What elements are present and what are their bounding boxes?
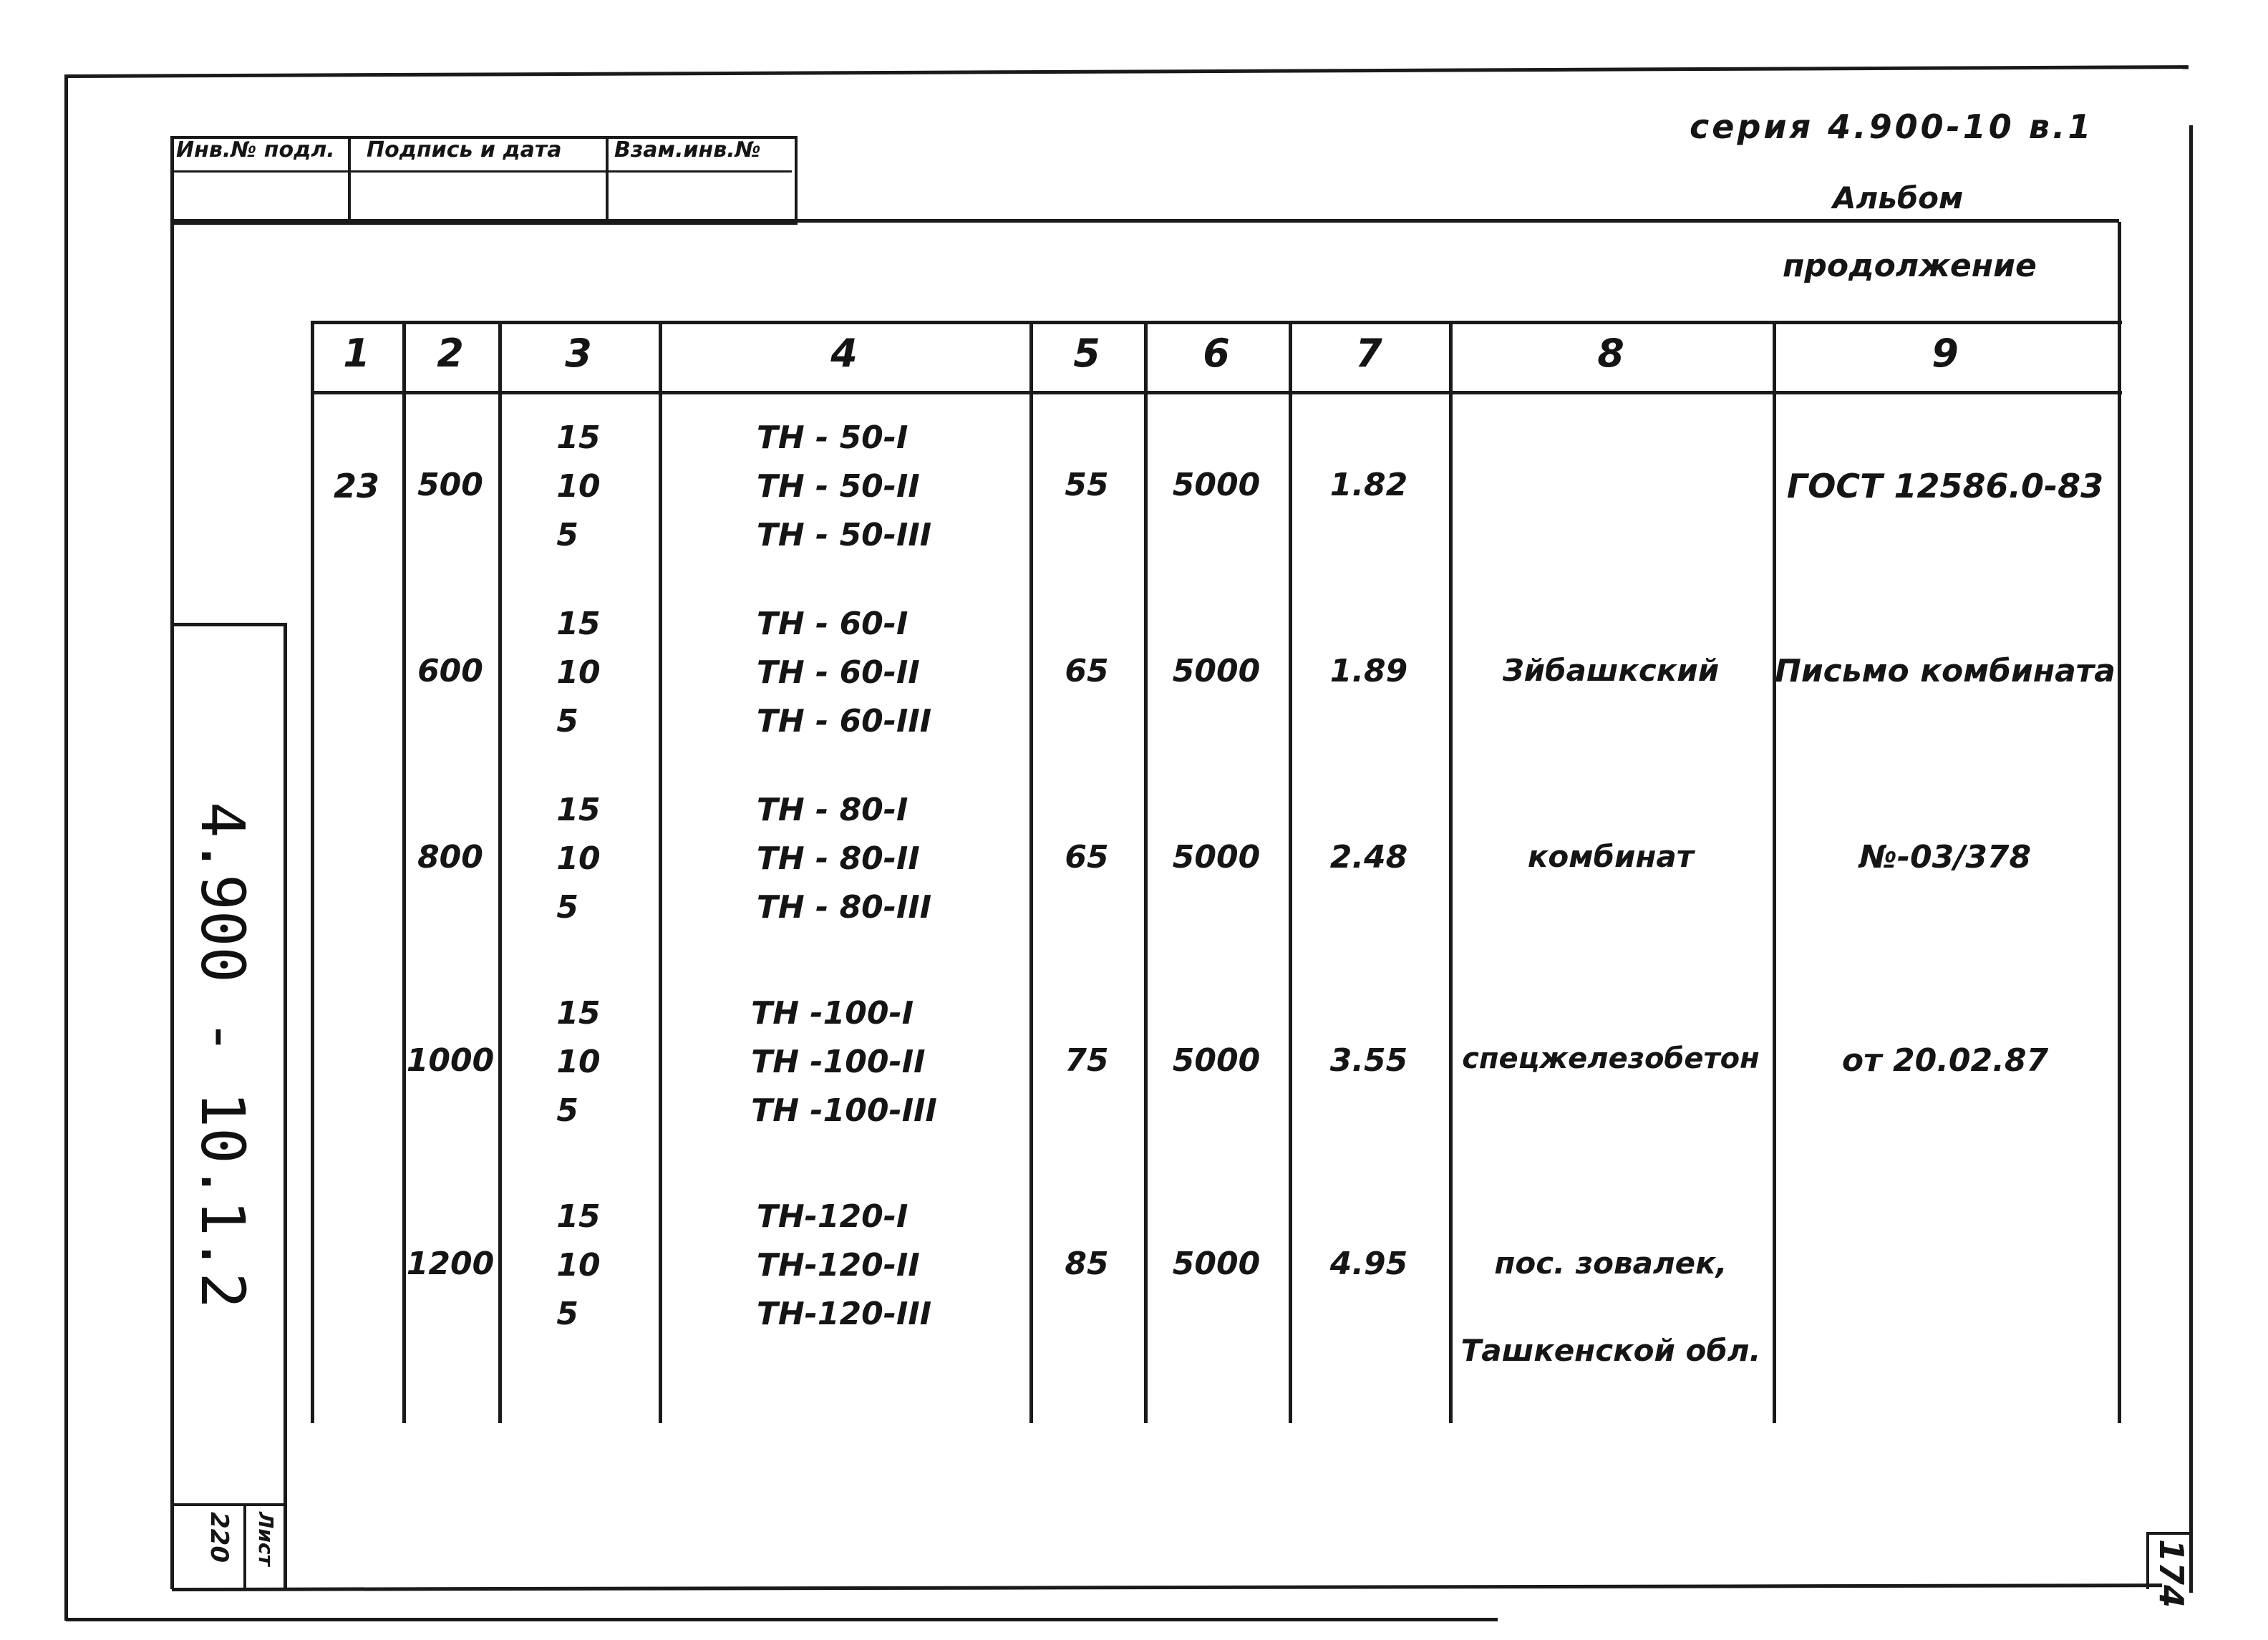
cell-col8: пос. зовалек,: [1494, 1246, 1727, 1281]
cell-col7: 1.82: [1329, 467, 1408, 503]
mark-value: ТН - 60-I: [756, 606, 908, 642]
mark-value: ТН -100-II: [751, 1044, 926, 1080]
cell-col9: №-03/378: [1858, 839, 2032, 875]
load-class-value: 15: [556, 792, 601, 828]
cell-col7: 1.89: [1329, 653, 1408, 689]
load-class-value: 10: [556, 840, 601, 877]
cell-marks: [757, 1193, 931, 1339]
frame-top-line: [66, 65, 2189, 78]
load-class-value: 15: [556, 606, 601, 642]
load-class-value: 5: [556, 889, 579, 926]
mark-value: ТН -100-I: [751, 995, 914, 1032]
table-col-line-5: [1144, 321, 1148, 1423]
cell-length: 800: [417, 839, 483, 875]
table-header-bottom-line: [311, 391, 2122, 394]
frame-left-line: [64, 74, 68, 1621]
cell-load-classes: [556, 414, 600, 560]
album-label: Альбом: [1833, 180, 1964, 215]
cell-load-classes: [556, 989, 600, 1135]
cell-col8: комбинат: [1527, 839, 1695, 874]
cell-marks: [757, 600, 931, 746]
cell-load-classes: [556, 786, 600, 932]
load-class-value: 5: [556, 703, 579, 739]
table-header-4: 4: [830, 331, 858, 376]
cell-col7: 2.48: [1329, 839, 1408, 875]
stamp-replace-label: Взам.инв.№: [614, 137, 761, 162]
load-class-value: 10: [556, 1044, 601, 1080]
page-number-box-top: [2146, 1532, 2191, 1535]
cell-marks: [751, 989, 937, 1135]
inner-frame-right: [2189, 125, 2193, 1593]
cell-col8-line2: Ташкенской обл.: [1460, 1333, 1761, 1368]
cell-load-classes: [556, 1193, 600, 1339]
mark-value: ТН-120-I: [756, 1198, 908, 1235]
mark-value: ТН-120-III: [756, 1296, 932, 1332]
table-col-line-8: [1773, 321, 1776, 1423]
cell-col5: 75: [1065, 1042, 1109, 1079]
table-header-2: 2: [437, 331, 464, 376]
stamp-col-divider-1: [348, 136, 351, 220]
cell-marks: [757, 414, 931, 560]
cell-marks: [757, 786, 931, 932]
table-top-line: [311, 321, 2122, 324]
cell-load-classes: [556, 600, 600, 746]
mark-value: ТН - 80-I: [756, 792, 908, 828]
cell-col9: ГОСТ 12586.0-83: [1786, 467, 2104, 505]
inner-frame-right-top: [2118, 222, 2121, 322]
cell-col7: 4.95: [1329, 1246, 1408, 1282]
mark-value: ТН - 50-II: [756, 468, 920, 505]
table-col-line-4: [1029, 321, 1033, 1423]
cell-length: 600: [417, 653, 483, 689]
frame-bottom-line: [66, 1618, 1498, 1621]
inner-frame-bottom: [172, 1583, 2162, 1591]
table-col-line-3: [659, 321, 662, 1423]
side-block-top: [172, 623, 286, 626]
mark-value: ТН-120-II: [756, 1247, 920, 1284]
load-class-value: 15: [556, 419, 601, 456]
cell-col7: 3.55: [1329, 1042, 1408, 1079]
cell-col8: Зйбашкский: [1502, 653, 1720, 688]
mark-value: ТН - 60-II: [756, 654, 920, 691]
side-document-code: 4.900 - 10.1.2: [188, 802, 258, 1309]
stamp-col-divider-2: [606, 136, 609, 220]
load-class-value: 10: [556, 1247, 601, 1284]
mark-value: ТН - 80-II: [756, 840, 920, 877]
load-class-value: 15: [556, 1198, 601, 1235]
inner-frame-left: [170, 136, 174, 1589]
table-header-7: 7: [1355, 331, 1382, 376]
page-number: 174: [2152, 1539, 2191, 1609]
cell-length: 500: [417, 467, 483, 503]
sheet-number: 220: [205, 1512, 233, 1563]
stamp-sign-label: Подпись и дата: [367, 137, 562, 162]
mark-value: ТН - 50-III: [756, 517, 932, 553]
table-header-3: 3: [565, 331, 592, 376]
cell-col6: 5000: [1172, 1246, 1261, 1282]
table-header-6: 6: [1203, 331, 1230, 376]
cell-col9: от 20.02.87: [1841, 1042, 2049, 1079]
continuation-label: продолжение: [1783, 248, 2037, 284]
cell-col8: спецжелезобетон: [1462, 1042, 1760, 1075]
cell-col6: 5000: [1172, 653, 1261, 689]
load-class-value: 15: [556, 995, 601, 1032]
row-group-number: 23: [333, 467, 380, 505]
cell-col6: 5000: [1172, 839, 1261, 875]
page-number-box-left: [2146, 1532, 2149, 1589]
side-block-divider: [172, 1503, 286, 1506]
table-col-line-6: [1289, 321, 1292, 1423]
table-col-line-0: [311, 321, 314, 1423]
stamp-inv-label: Инв.№ подл.: [176, 137, 335, 162]
mark-value: ТН - 50-I: [756, 419, 908, 456]
table-col-line-7: [1449, 321, 1453, 1423]
load-class-value: 5: [556, 1296, 579, 1332]
table-header-9: 9: [1932, 331, 1959, 376]
cell-col5: 85: [1065, 1246, 1109, 1282]
sheet-label: Лист: [254, 1512, 278, 1566]
load-class-value: 5: [556, 1092, 579, 1129]
table-header-8: 8: [1597, 331, 1624, 376]
table-col-line-1: [402, 321, 406, 1423]
cell-col6: 5000: [1172, 467, 1261, 503]
cell-col5: 55: [1065, 467, 1109, 503]
table-header-5: 5: [1073, 331, 1100, 376]
side-sheet-divider: [243, 1503, 246, 1589]
load-class-value: 10: [556, 654, 601, 691]
load-class-value: 10: [556, 468, 601, 505]
cell-col9: Письмо комбината: [1775, 653, 2116, 689]
load-class-value: 5: [556, 517, 579, 553]
cell-length: 1000: [406, 1042, 495, 1079]
mark-value: ТН -100-III: [751, 1092, 937, 1129]
cell-length: 1200: [406, 1246, 495, 1282]
side-block-right: [284, 623, 287, 1589]
cell-col6: 5000: [1172, 1042, 1261, 1079]
mark-value: ТН - 80-III: [756, 889, 932, 926]
cell-col5: 65: [1065, 653, 1109, 689]
table-col-line-9: [2118, 321, 2121, 1423]
series-header: серия 4.900-10 в.1: [1690, 107, 2094, 146]
cell-col5: 65: [1065, 839, 1109, 875]
mark-value: ТН - 60-III: [756, 703, 932, 739]
table-header-1: 1: [343, 331, 370, 376]
stamp-row-divider: [172, 170, 792, 173]
table-col-line-2: [498, 321, 502, 1423]
